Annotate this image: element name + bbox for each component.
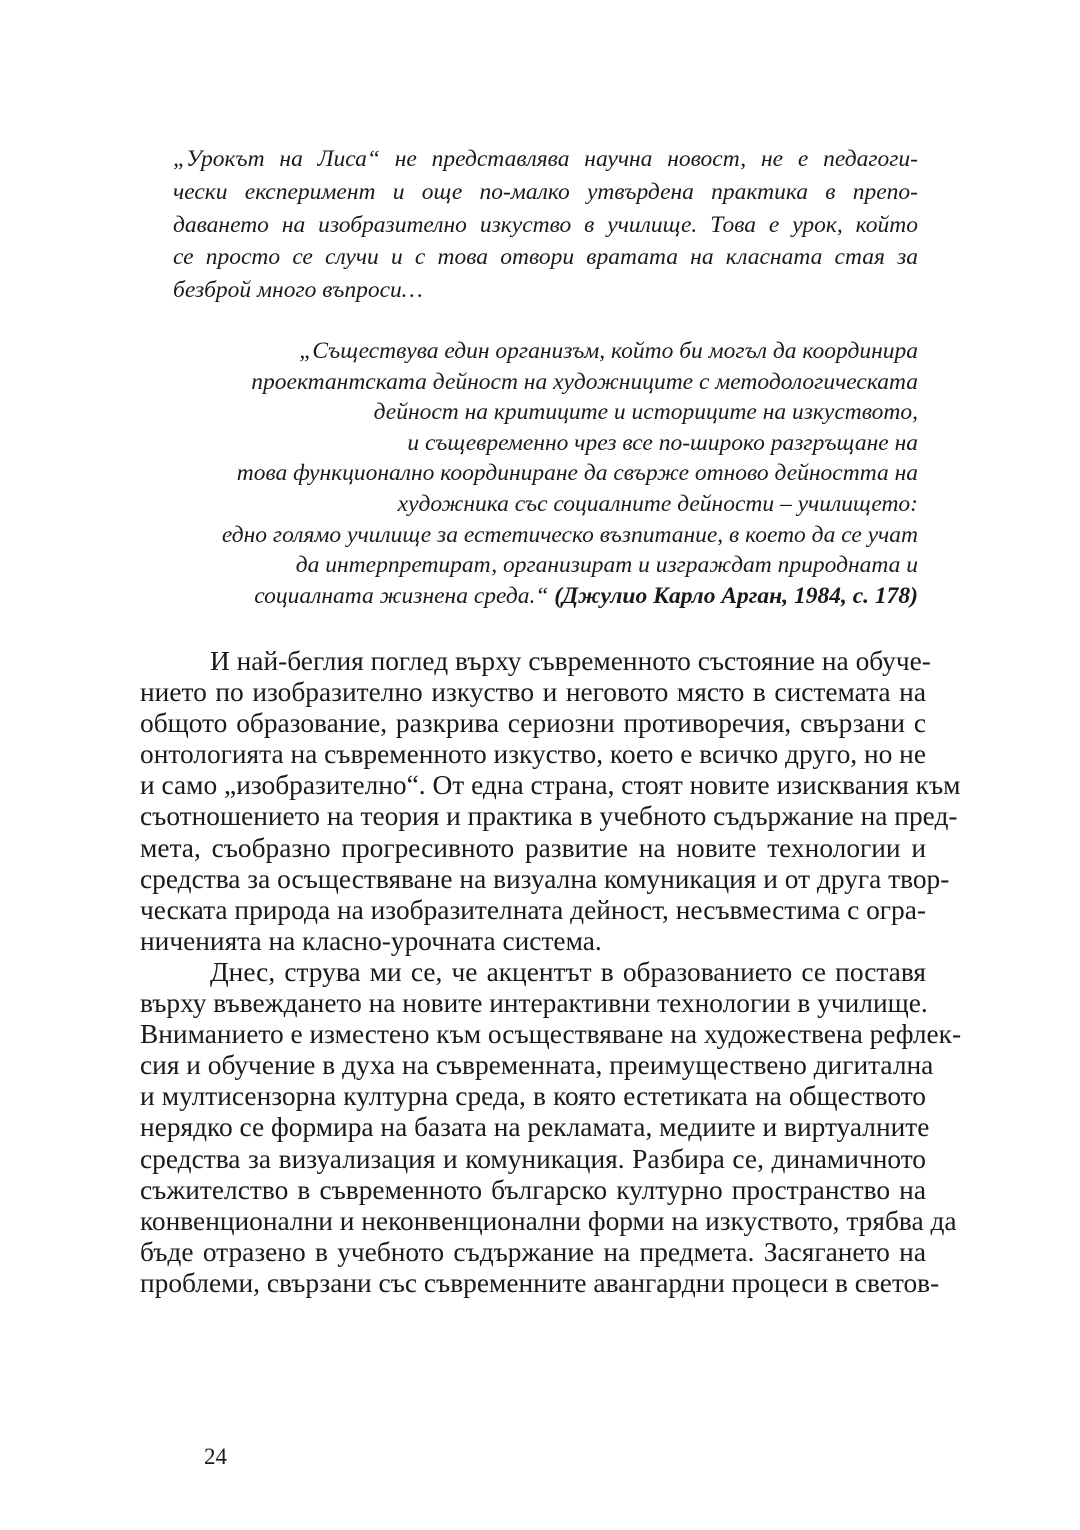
paragraph-line: средства за осъществяване на визуална комуникация и от друга твор- bbox=[140, 863, 950, 894]
epigraph-line: дейност на критиците и историците на изкуството, bbox=[373, 399, 918, 426]
paragraph-line: средства за визуализация и комуникация. Разбира се, динамичното bbox=[140, 1143, 926, 1174]
paragraph-line: проблеми, свързани със съвременните авангардни процеси в светов- bbox=[140, 1267, 940, 1298]
paragraph-line: И най-беглия поглед върху съвременното състояние на обуче- bbox=[210, 646, 931, 676]
paragraph-line: бъде отразено в учебното съдържание на предмета. Засягането на bbox=[140, 1236, 926, 1267]
paragraph-line: нерядко се формира на базата на рекламата, медиите и виртуалните bbox=[140, 1112, 930, 1143]
paragraph-line: сия и обучение в духа на съвременната, преимуществено дигитална bbox=[140, 1050, 934, 1081]
paragraph-line: Вниманието е изместено към осъществяване на художествена рефлек- bbox=[140, 1019, 962, 1050]
epigraph-line: да интерпретират, организират и изграждат природната и bbox=[295, 552, 918, 579]
epigraph-line: това функционално координиране да свърже отново дейността на bbox=[236, 460, 918, 487]
paragraph-line: ниченията на класно-урочната система. bbox=[140, 925, 602, 956]
epigraph-line: художника със социалните дейности – училището: bbox=[397, 490, 918, 517]
paragraph-line: нието по изобразително изкуство и неговото място в системата на bbox=[140, 677, 926, 708]
epigraph-last-line bbox=[138, 581, 918, 612]
paragraph-1 bbox=[140, 646, 961, 957]
epigraph-line: „Съществува един организъм, който би могъл да координира bbox=[299, 338, 918, 364]
paragraph-line: мета, съобразно прогресивното развитие на новите технологии и bbox=[140, 832, 926, 863]
paragraph-line: съотношението на теория и практика в учебното съдържание на пред- bbox=[140, 801, 958, 832]
paragraph-line: и само „изобразително“. От една страна, стоят новите изисквания към bbox=[140, 770, 961, 801]
intro-quote-line: „Урокът на Лиса“ не представлява научна новост, не е педагоги- bbox=[173, 146, 918, 172]
paragraph-line: Днес, струва ми се, че акцентът в образованието се поставя bbox=[210, 956, 926, 987]
paragraph-line: общото образование, разкрива сериозни противоречия, свързани с bbox=[140, 708, 926, 739]
epigraph-line: проектантската дейност на художниците с методологическата bbox=[251, 368, 918, 395]
paragraph-line: и мултисензорна културна среда, в която естетиката на обществото bbox=[140, 1081, 926, 1112]
intro-quote-line: даването на изобразително изкуство в училище. Това е урок, който bbox=[173, 211, 918, 238]
epigraph bbox=[138, 336, 918, 611]
paragraph-2 bbox=[140, 956, 962, 1299]
body-text bbox=[140, 646, 962, 1299]
paragraph-line: ческата природа на изобразителната дейност, несъвместима с огра- bbox=[140, 894, 926, 925]
intro-quote bbox=[173, 143, 918, 307]
paragraph-line: онтологията на съвременното изкуство, което е всичко друго, но не bbox=[140, 739, 926, 770]
epigraph-last-line-text: социалната жизнена среда.“ bbox=[254, 582, 555, 609]
paragraph-line: съжителство в съвременното българско културно пространство на bbox=[140, 1174, 926, 1205]
intro-quote-line: чески експеримент и още по-малко утвърдена практика в препо- bbox=[173, 178, 918, 205]
epigraph-citation: (Джулио Карло Арган, 1984, с. 178) bbox=[554, 582, 918, 609]
intro-quote-line: безброй много въпроси… bbox=[173, 277, 423, 304]
epigraph-line: и същевременно чрез все по-широко разгръщане на bbox=[407, 429, 918, 456]
paragraph-line: конвенционални и неконвенционални форми на изкуството, трябва да bbox=[140, 1205, 957, 1236]
page-number: 24 bbox=[204, 1444, 227, 1469]
intro-quote-line: се просто се случи и с това отвори вратата на класната стая за bbox=[173, 244, 918, 271]
epigraph-line: едно голямо училище за естетическо възпитание, в което да се учат bbox=[221, 521, 918, 548]
paragraph-line: върху въвеждането на новите интерактивни технологии в училище. bbox=[140, 988, 928, 1019]
